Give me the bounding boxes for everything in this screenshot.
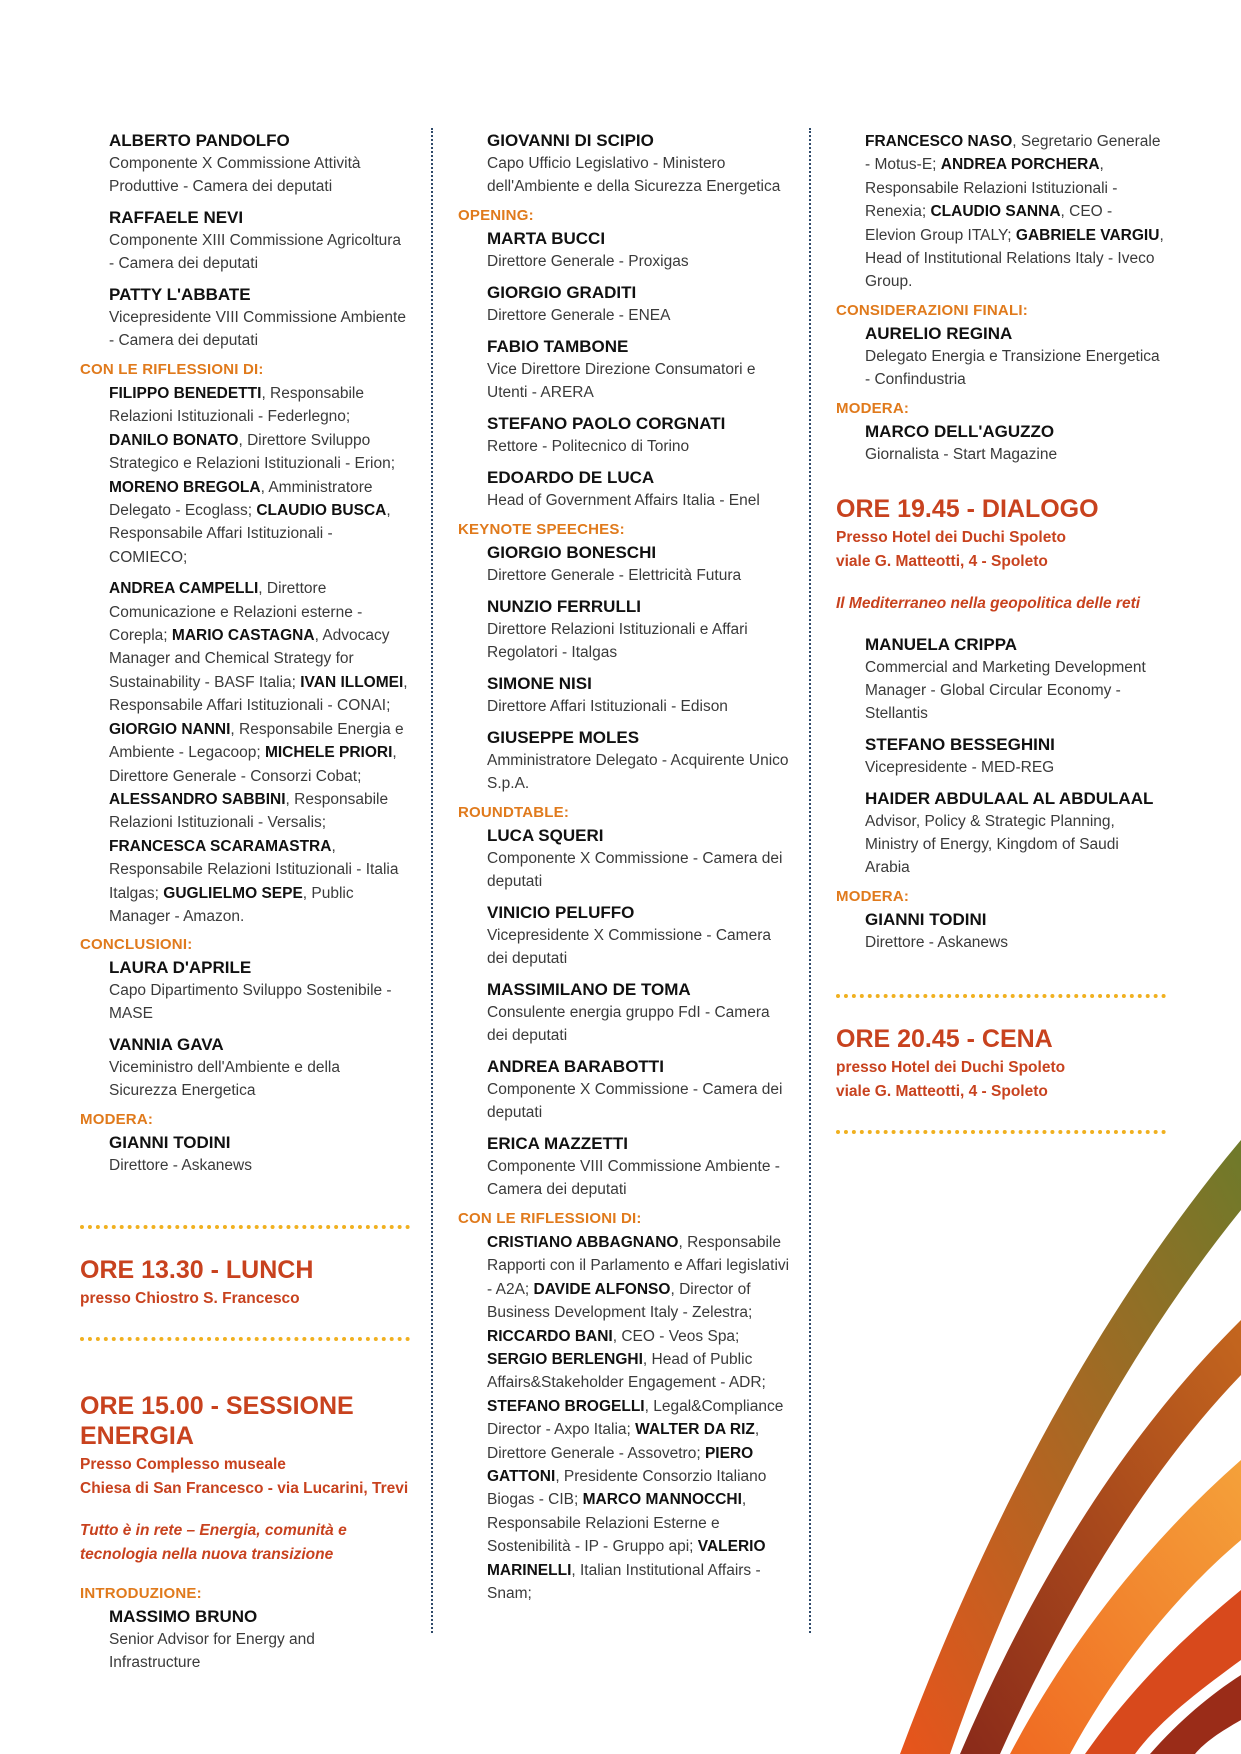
speaker-name: PIERO GATTONI [487, 1444, 754, 1486]
speaker-entry [487, 825, 793, 893]
speaker-entry [865, 734, 1166, 779]
speaker-name: CLAUDIO BUSCA [256, 502, 387, 520]
speaker-name: WALTER DA RIZ [635, 1421, 755, 1439]
speaker-role: Senior Advisor for Energy and Infrastructure [109, 1631, 315, 1672]
keynote-list [458, 542, 793, 795]
speaker-name: STEFANO BROGELLI [487, 1397, 645, 1415]
conclusioni-label: CONCLUSIONI: [80, 936, 193, 954]
speaker-name: STEFANO PAOLO CORGNATI [487, 414, 726, 433]
speaker-name: STEFANO BESSEGHINI [865, 734, 1055, 754]
speaker-name: FILIPPO BENEDETTI [109, 385, 262, 402]
speaker-name: ANDREA CAMPELLI [109, 580, 259, 598]
speaker-entry [109, 130, 410, 198]
speaker-entry [487, 228, 793, 273]
speaker-role: Componente XIII Commissione Agricoltura - Camera dei deputati [109, 232, 402, 272]
speaker-role: , Responsabile Affari Istituzionali - CONAI; [109, 673, 408, 715]
speaker-role: , Head of Public Affairs&Stakeholder Engagement - ADR; [487, 1351, 766, 1392]
dotted-separator [80, 1225, 410, 1229]
speaker-role: , Direttore Generale - Consorzi Cobat; [109, 744, 397, 785]
speaker-role: Componente X Commissione Attività Produttive - Camera dei deputati [109, 155, 361, 195]
speaker-role: , Public Manager - Amazon. [109, 884, 354, 925]
speaker-name: MASSIMILANO DE TOMA [487, 980, 691, 999]
speaker-role: , Responsabile Relazioni Istituzionali - Renexia; [865, 156, 1118, 221]
speaker-role: Capo Ufficio Legislativo - Ministero dell'Ambiente e della Sicurezza Energetica [487, 155, 781, 195]
speaker-name: SIMONE NISI [487, 674, 592, 693]
speaker-role: , Responsabile Energia e Ambiente - Legacoop; [109, 720, 404, 762]
speaker-entry [865, 421, 1166, 466]
speaker-role: Vice Direttore Direzione Consumatori e Utenti - ARERA [487, 361, 756, 401]
dotted-separator [80, 1337, 410, 1341]
modera2-list [836, 909, 1166, 954]
speaker-entry [109, 1132, 410, 1177]
speaker-role: Direttore Affari Istituzionali - Edison [487, 698, 728, 715]
speaker-name: GIUSEPPE MOLES [487, 728, 640, 747]
speaker-name: MICHELE PRIORI [264, 744, 393, 762]
riflessioni-label: CON LE RIFLESSIONI DI: [458, 1210, 642, 1227]
speaker-name: FABIO TAMBONE [487, 337, 629, 356]
top-list [458, 130, 793, 198]
riflessioni-paragraph-2 [109, 577, 410, 928]
speaker-role: , Segretario Generale - Motus-E; [865, 133, 1161, 174]
speaker-entry [109, 957, 410, 1025]
speaker-role: , Direttore Generale - Assovetro; [487, 1421, 760, 1462]
speaker-role: Advisor, Policy & Strategic Planning, Ministry of Energy, Kingdom of Saudi Arabia [865, 812, 1119, 876]
speaker-role: , Italian Institutional Affairs - Snam; [487, 1561, 761, 1603]
speaker-role: Direttore Generale - Elettricità Futura [487, 567, 742, 584]
speaker-name: VINICIO PELUFFO [487, 903, 635, 922]
speaker-role: Vicepresidente - MED-REG [865, 758, 1055, 776]
speaker-role: Direttore - Askanews [865, 933, 1008, 951]
finali-label: CONSIDERAZIONI FINALI: [836, 301, 1028, 319]
column-1 [80, 130, 410, 1683]
speaker-name: ANDREA BARABOTTI [487, 1057, 664, 1076]
dialogo-place-1: Presso Hotel dei Duchi Spoleto [836, 528, 1066, 546]
speaker-role: , Responsabile Relazioni Istituzionali - Versalis; [109, 790, 389, 832]
speaker-name: LAURA D'APRILE [109, 958, 252, 978]
speaker-name: GIANNI TODINI [109, 1133, 231, 1153]
speaker-name: CLAUDIO SANNA [930, 203, 1061, 221]
speaker-entry [487, 673, 793, 718]
speaker-name: LUCA SQUERI [487, 826, 604, 845]
speaker-entry [487, 282, 793, 327]
speaker-entry [487, 542, 793, 587]
speaker-name: NUNZIO FERRULLI [487, 597, 641, 616]
speaker-entry [487, 130, 793, 198]
speaker-name: GIANNI TODINI [865, 909, 987, 929]
modera-label: MODERA: [80, 1111, 154, 1129]
speaker-name: RICCARDO BANI [487, 1327, 613, 1345]
modera2-label: MODERA: [836, 887, 910, 905]
riflessioni-label: CON LE RIFLESSIONI DI: [80, 361, 264, 378]
energia-place-2: Chiesa di San Francesco - via Lucarini, Trevi [80, 1480, 409, 1498]
speaker-role: , Advocacy Manager and Chemical Strategy for Sustainability - BASF Italia; [109, 627, 390, 691]
speaker-name: AURELIO REGINA [865, 323, 1013, 343]
dialogo-theme: Il Mediterraneo nella geopolitica delle reti [836, 594, 1141, 612]
speaker-role: , Legal&Compliance Director - Axpo Italia; [487, 1397, 784, 1439]
speaker-role: Direttore - Askanews [109, 1157, 252, 1175]
speaker-role: Commercial and Marketing Development Manager - Global Circular Economy - Stellantis [865, 658, 1146, 722]
speaker-role: Vicepresidente X Commissione - Camera dei deputati [487, 927, 771, 967]
speaker-name: GABRIELE VARGIU [1015, 226, 1160, 244]
dialogo-speakers [836, 634, 1166, 879]
column-3 [836, 130, 1166, 1160]
riflessioni-paragraph [487, 1231, 793, 1606]
speaker-role: , CEO - Veos Spa; [612, 1327, 740, 1345]
speaker-role: Direttore Relazioni Istituzionali e Affari Regolatori - Italgas [487, 621, 748, 661]
speaker-role: , Director of Business Development Italy - Zelestra; [487, 1280, 753, 1322]
speaker-name: ERICA MAZZETTI [487, 1134, 629, 1153]
speaker-name: GIORGIO GRADITI [487, 283, 637, 302]
speaker-role: Viceministro dell'Ambiente e della Sicurezza Energetica [109, 1059, 340, 1100]
speaker-name: DAVIDE ALFONSO [533, 1280, 671, 1298]
speaker-role: Consulente energia gruppo FdI - Camera dei deputati [487, 1004, 770, 1044]
dialogo-place-2: viale G. Matteotti, 4 - Spoleto [836, 552, 1048, 570]
speaker-role: , CEO - Elevion Group ITALY; [865, 203, 1113, 244]
speaker-role: Rettore - Politecnico di Torino [487, 438, 690, 455]
speaker-name: ANDREA PORCHERA [940, 156, 1100, 174]
roundtable-list [458, 825, 793, 1201]
lunch-place: presso Chiostro S. Francesco [80, 1290, 300, 1308]
speaker-entry [487, 467, 793, 512]
speaker-role: Delegato Energia e Transizione Energetica - Confindustria [865, 347, 1160, 388]
cena-place-2: viale G. Matteotti, 4 - Spoleto [836, 1082, 1048, 1100]
speaker-entry [487, 727, 793, 795]
speaker-name: MARCO DELL'AGUZZO [865, 421, 1055, 441]
speaker-role: Direttore Generale - Proxigas [487, 253, 689, 270]
speaker-name: EDOARDO DE LUCA [487, 468, 655, 487]
speaker-entry [487, 979, 793, 1047]
speaker-name: ALBERTO PANDOLFO [109, 131, 290, 150]
speaker-name: PATTY L'ABBATE [109, 285, 251, 304]
speaker-entry [487, 1133, 793, 1201]
speaker-role: Componente X Commissione - Camera dei deputati [487, 850, 783, 890]
speaker-name: DANILO BONATO [109, 431, 239, 449]
speaker-name: MARTA BUCCI [487, 229, 606, 248]
dialogo-title: ORE 19.45 - DIALOGO [836, 494, 1099, 523]
speaker-entry [865, 909, 1166, 954]
speaker-name: FRANCESCA SCARAMASTRA [109, 837, 332, 855]
speaker-name: MASSIMO BRUNO [109, 1607, 258, 1627]
speaker-name: FRANCESCO NASO [865, 133, 1013, 150]
speaker-name: ALESSANDRO SABBINI [109, 790, 286, 808]
dotted-separator [836, 994, 1166, 998]
speaker-entry [487, 902, 793, 970]
speaker-name: VALERIO MARINELLI [487, 1538, 766, 1579]
speaker-name: RAFFAELE NEVI [109, 208, 244, 227]
speaker-role: , Direttore Comunicazione e Relazioni esterne - Corepla; [109, 580, 363, 645]
speaker-role: Componente VIII Commissione Ambiente - Camera dei deputati [487, 1158, 780, 1198]
speaker-entry [865, 323, 1166, 391]
speaker-role: , Responsabile Relazioni Esterne e Sostenibilità - IP - Gruppo api; [487, 1491, 747, 1556]
speaker-entry [109, 284, 410, 352]
speaker-role: , Head of Institutional Relations Italy - Iveco Group. [865, 226, 1164, 291]
column-divider-2 [809, 128, 811, 1633]
speaker-role: , Responsabile Relazioni Istituzionali - Federlegno; [109, 385, 364, 426]
speaker-entry [865, 788, 1166, 879]
speaker-role: Capo Dipartimento Sviluppo Sostenibile - MASE [109, 982, 392, 1023]
speaker-name: MANUELA CRIPPA [865, 634, 1018, 654]
opening-label: OPENING: [458, 207, 534, 224]
lunch-title: ORE 13.30 - LUNCH [80, 1256, 314, 1285]
introduzione-list [80, 1606, 410, 1674]
speaker-name: MARIO CASTAGNA [171, 627, 315, 645]
modera-list [80, 1132, 410, 1177]
speaker-entry [487, 1056, 793, 1124]
speaker-entry [109, 1034, 410, 1102]
cena-place-1: presso Hotel dei Duchi Spoleto [836, 1058, 1066, 1076]
speaker-entry [109, 207, 410, 275]
finali-list [836, 323, 1166, 391]
energia-title: ORE 15.00 - SESSIONE ENERGIA [80, 1392, 354, 1451]
column-divider-1 [431, 128, 433, 1633]
speaker-name: IVAN ILLOMEI [300, 673, 404, 691]
speaker-role: Vicepresidente VIII Commissione Ambiente - Camera dei deputati [109, 309, 406, 349]
speaker-entry [109, 1606, 410, 1674]
speaker-role: Amministratore Delegato - Acquirente Unico S.p.A. [487, 752, 789, 792]
speaker-name: GIORGIO BONESCHI [487, 543, 657, 562]
speaker-role: , Amministratore Delegato - Ecoglass; [109, 478, 373, 520]
conclusioni-list [80, 957, 410, 1102]
energia-place-1: Presso Complesso museale [80, 1456, 286, 1474]
speaker-name: GUGLIELMO SEPE [163, 884, 303, 902]
speakers-top [80, 130, 410, 352]
speaker-role: , Responsabile Relazioni Istituzionali - Italia Italgas; [109, 837, 399, 902]
modera-label: MODERA: [836, 399, 910, 417]
speaker-role: , Direttore Sviluppo Strategico e Relazioni Istituzionali - Erion; [109, 431, 396, 473]
speaker-name: HAIDER ABDULAAL AL ABDULAAL [865, 788, 1154, 808]
speaker-role: Componente X Commissione - Camera dei deputati [487, 1081, 783, 1121]
introduzione-label: INTRODUZIONE: [80, 1585, 202, 1603]
speaker-entry [487, 336, 793, 404]
speaker-name: GIOVANNI DI SCIPIO [487, 131, 654, 150]
speaker-role: , Responsabile Rapporti con il Parlamento e Affari legislativi - A2A; [487, 1234, 790, 1298]
decorative-swoosh-graphic [860, 1120, 1241, 1754]
speaker-entry [487, 596, 793, 664]
speaker-role: Direttore Generale - ENEA [487, 307, 671, 324]
speaker-name: GIORGIO NANNI [109, 720, 231, 738]
riflessioni-continued [865, 130, 1166, 294]
cena-title: ORE 20.45 - CENA [836, 1024, 1053, 1053]
speaker-name: MARCO MANNOCCHI [582, 1491, 742, 1509]
speaker-role: Head of Government Affairs Italia - Enel [487, 492, 760, 509]
speaker-name: MORENO BREGOLA [109, 478, 261, 496]
roundtable-label: ROUNDTABLE: [458, 804, 570, 821]
speaker-entry [487, 413, 793, 458]
opening-list [458, 228, 793, 512]
riflessioni-paragraph-1 [109, 382, 410, 569]
modera-list [836, 421, 1166, 466]
speaker-role: , Presidente Consorzio Italiano Biogas - CIB; [487, 1468, 767, 1509]
speaker-entry [865, 634, 1166, 725]
speaker-name: CRISTIANO ABBAGNANO [487, 1234, 679, 1251]
speaker-name: VANNIA GAVA [109, 1035, 224, 1055]
energia-theme: Tutto è in rete – Energia, comunità e tecnologia nella nuova transizione [80, 1522, 347, 1564]
speaker-role: Giornalista - Start Magazine [865, 445, 1058, 463]
column-2 [458, 130, 793, 1614]
speaker-role: , Responsabile Affari Istituzionali - COMIECO; [109, 502, 391, 566]
speaker-name: SERGIO BERLENGHI [487, 1351, 643, 1369]
keynote-label: KEYNOTE SPEECHES: [458, 521, 625, 538]
